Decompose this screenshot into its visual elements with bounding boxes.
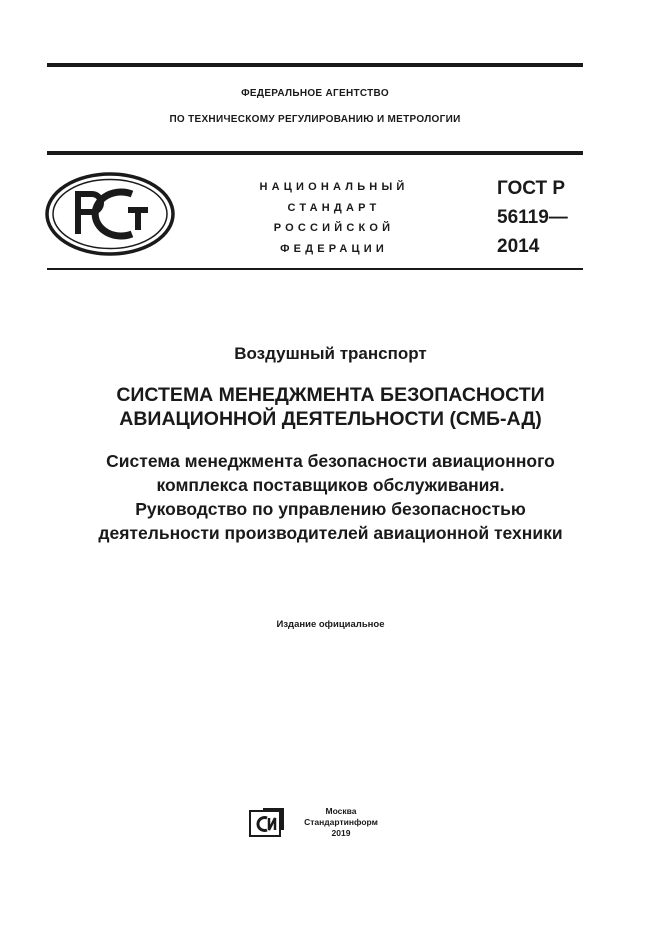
standartinform-logo-icon (249, 806, 285, 837)
standard-type-line-2: СТАНДАРТ (287, 201, 381, 214)
header-rule (47, 151, 583, 155)
rst-certification-mark-icon (44, 172, 176, 256)
top-rule (47, 63, 583, 67)
gost-line-3: 2014 (497, 236, 540, 257)
main-title (20, 383, 641, 431)
title-block-rule (47, 268, 583, 270)
standard-type-line-1: НАЦИОНАЛЬНЫЙ (259, 181, 409, 193)
agency-line-1: ФЕДЕРАЛЬНОЕ АГЕНТСТВО (241, 88, 389, 99)
publisher-city: Москва (325, 806, 357, 816)
sub-title-line-4: деятельности производителей авиационной техники (98, 523, 563, 543)
standard-type (234, 177, 434, 259)
sub-title-line-1: Система менеджмента безопасности авиационного (106, 451, 555, 471)
sub-title-line-3: Руководство по управлению безопасностью (135, 499, 526, 519)
standard-type-line-4: ФЕДЕРАЦИИ (280, 242, 388, 255)
sub-title (20, 449, 641, 545)
publisher-name: Стандартинформ (304, 817, 378, 827)
gost-line-1: ГОСТ Р (497, 178, 566, 199)
main-title-line-1: СИСТЕМА МЕНЕДЖМЕНТА БЕЗОПАСНОСТИ (116, 384, 545, 406)
gost-number (497, 174, 597, 261)
publisher-block (296, 806, 386, 839)
publisher-year: 2019 (331, 828, 351, 838)
main-title-line-2: АВИАЦИОННОЙ ДЕЯТЕЛЬНОСТИ (СМБ-АД) (119, 408, 542, 430)
standard-type-line-3: РОССИЙСКОЙ (273, 222, 395, 234)
agency-line-2: ПО ТЕХНИЧЕСКОМУ РЕГУЛИРОВАНИЮ И МЕТРОЛОГИИ (169, 114, 461, 125)
sub-title-line-2: комплекса поставщиков обслуживания. (156, 475, 505, 495)
edition-label: Издание официальное (276, 619, 385, 630)
gost-line-2: 56119— (497, 207, 568, 228)
document-subject: Воздушный транспорт (234, 344, 427, 363)
